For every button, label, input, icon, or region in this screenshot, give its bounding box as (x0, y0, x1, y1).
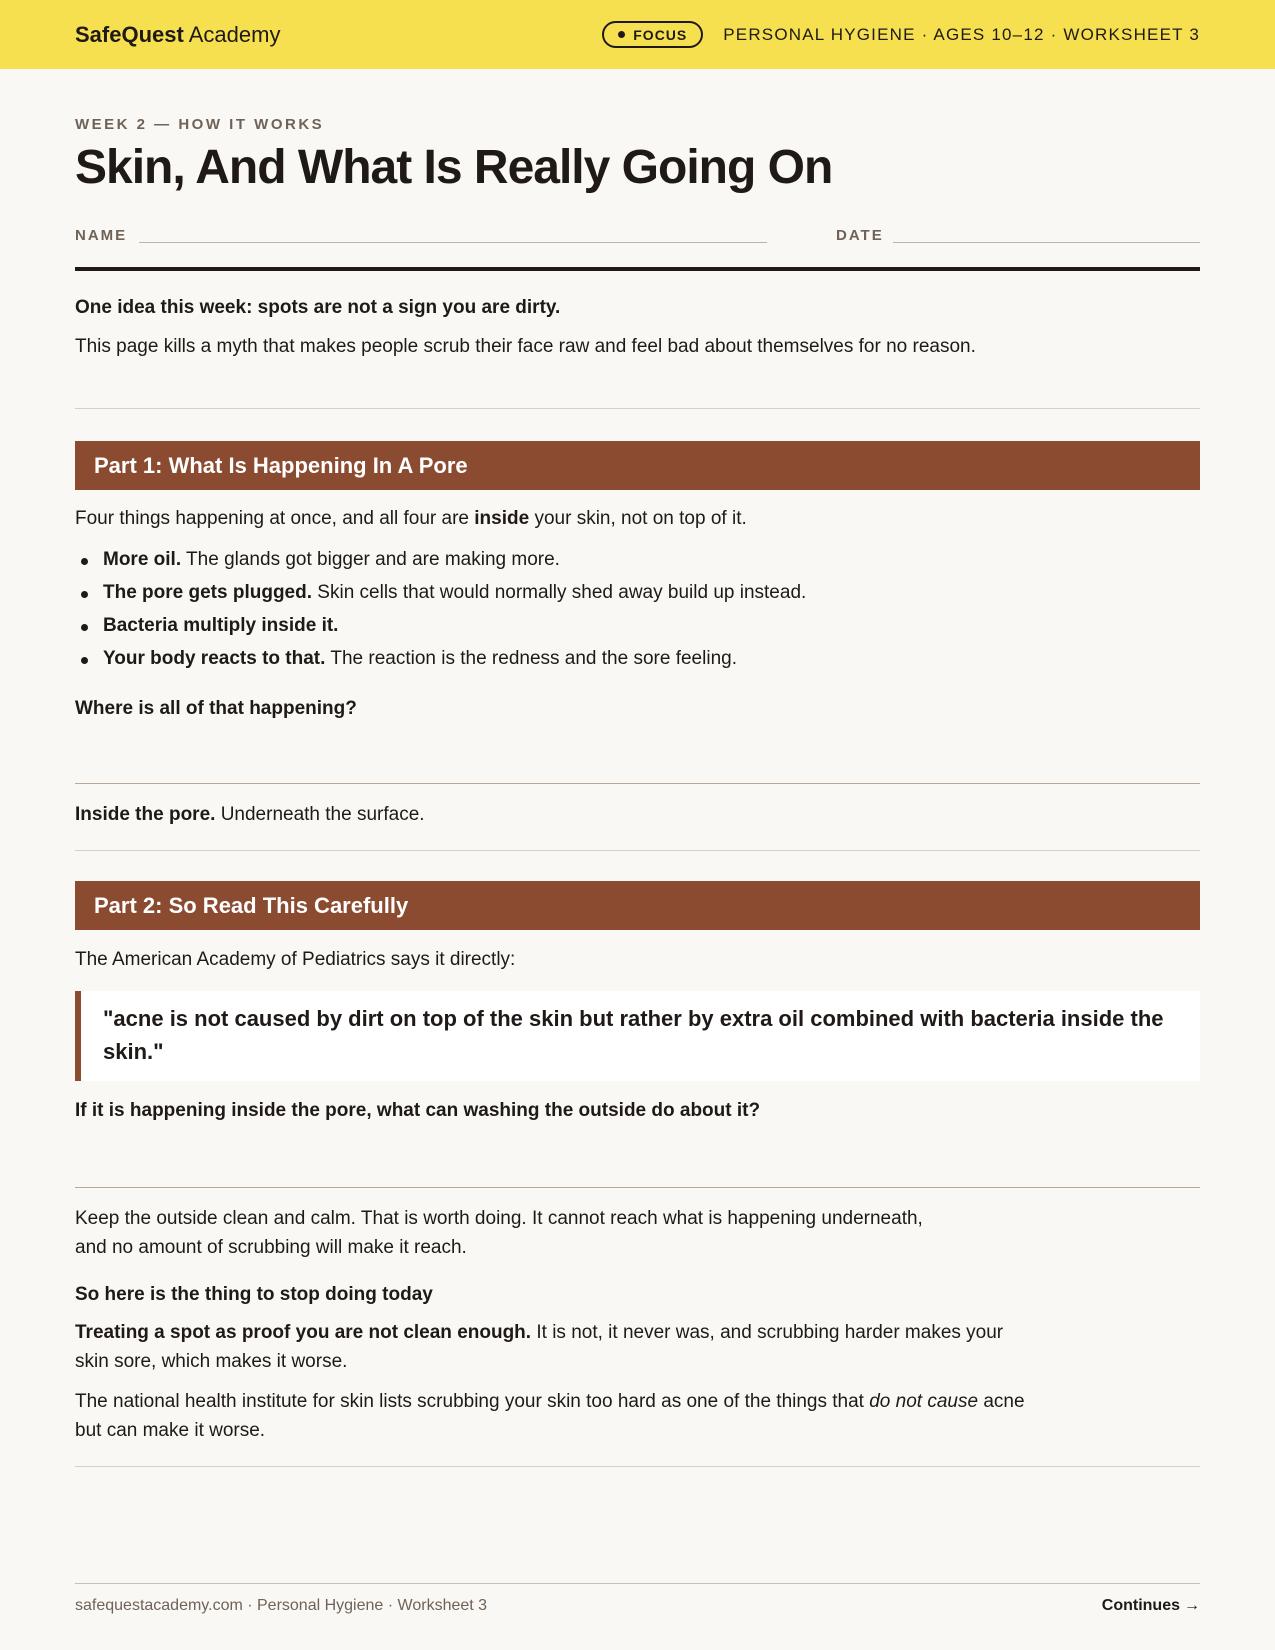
closing-text (75, 1387, 1035, 1445)
top-banner (0, 0, 1275, 69)
header-meta (602, 21, 1200, 48)
pore-facts-list (75, 543, 1200, 675)
focus-badge (602, 21, 703, 48)
intro-text: This page kills a myth that makes people scrub their face raw and feel bad about themselves for no reason. (75, 336, 976, 357)
bullet-text: The reaction is the redness and the sore feeling. (325, 648, 737, 669)
continues-label: Continues (1101, 1597, 1180, 1614)
part1-intro (75, 504, 1075, 533)
closing-before: The national health institute for skin lists scrubbing your skin too hard as one of the things that (75, 1391, 870, 1412)
divider (75, 850, 1200, 851)
list-item (75, 642, 1200, 675)
bullet-bold: The pore gets plugged. (103, 582, 313, 603)
divider (75, 1466, 1200, 1467)
bullet-bold: Bacteria multiply inside it. (103, 615, 339, 636)
footer-source: safequestacademy.com · Personal Hygiene · Worksheet 3 (75, 1597, 488, 1614)
idea-of-week: One idea this week: spots are not a sign you are dirty. (75, 297, 561, 318)
course-meta: PERSONAL HYGIENE · AGES 10–12 · WORKSHEET 3 (723, 24, 1200, 44)
name-date-fields (75, 224, 1200, 246)
brand-logo (75, 22, 280, 48)
list-item (75, 543, 1200, 576)
focus-label: FOCUS (633, 26, 688, 43)
continues-link[interactable] (1102, 1597, 1200, 1615)
bullet-text: The glands got bigger and are making more. (181, 549, 560, 570)
dot-icon (618, 31, 625, 38)
answer-text: Underneath the surface. (215, 804, 425, 825)
part1-question: Where is all of that happening? (75, 698, 357, 719)
part2-answer: Keep the outside clean and calm. That is worth doing. It cannot reach what is happening underneath, and no amount of scrubbing will make it reach. (75, 1208, 923, 1258)
arrow-right-icon: → (1184, 1597, 1200, 1614)
list-item (75, 609, 1200, 642)
date-label: DATE (836, 227, 884, 244)
stop-bold: Treating a spot as proof you are not clean enough. (75, 1322, 532, 1343)
header-divider (75, 267, 1200, 271)
part1-intro-before: Four things happening at once, and all four are (75, 508, 475, 529)
part1-intro-after: your skin, not on top of it. (529, 508, 747, 529)
part2-question: If it is happening inside the pore, what can washing the outside do about it? (75, 1100, 761, 1121)
stop-rest: It is not, it never was, and scrubbing harder makes your skin sore, which makes it worse. (75, 1322, 1004, 1372)
answer-bold: Inside the pore. (75, 804, 216, 825)
part1-heading: Part 1: What Is Happening In A Pore (75, 441, 1200, 490)
closing-after: acne but can make it worse. (75, 1391, 1025, 1441)
bullet-text: Skin cells that would normally shed away build up instead. (312, 582, 807, 603)
part2-intro: The American Academy of Pediatrics says it directly: (75, 949, 516, 970)
date-field[interactable] (893, 242, 1200, 243)
part2-heading: Part 2: So Read This Carefully (75, 881, 1200, 930)
part1-answer (75, 800, 1075, 829)
closing-italic: do not cause (869, 1391, 979, 1412)
part1-intro-bold: inside (474, 508, 530, 529)
week-kicker: WEEK 2 — HOW IT WORKS (75, 116, 325, 133)
stop-heading: So here is the thing to stop doing today (75, 1284, 433, 1305)
stop-text (75, 1318, 1015, 1376)
name-field[interactable] (139, 242, 767, 243)
brand-name-rest: Academy (188, 21, 281, 47)
footer-divider (75, 1583, 1200, 1584)
bullet-bold: Your body reacts to that. (103, 648, 326, 669)
name-label: NAME (75, 227, 128, 244)
aap-quote: "acne is not caused by dirt on top of the skin but rather by extra oil combined with bacteria inside the skin." (75, 991, 1200, 1081)
bullet-bold: More oil. (103, 549, 182, 570)
part2-answer-line[interactable] (75, 1187, 1200, 1188)
page-title: Skin, And What Is Really Going On (75, 141, 833, 194)
brand-name-bold: SafeQuest (75, 21, 184, 47)
list-item (75, 576, 1200, 609)
divider (75, 408, 1200, 409)
part1-answer-line[interactable] (75, 783, 1200, 784)
